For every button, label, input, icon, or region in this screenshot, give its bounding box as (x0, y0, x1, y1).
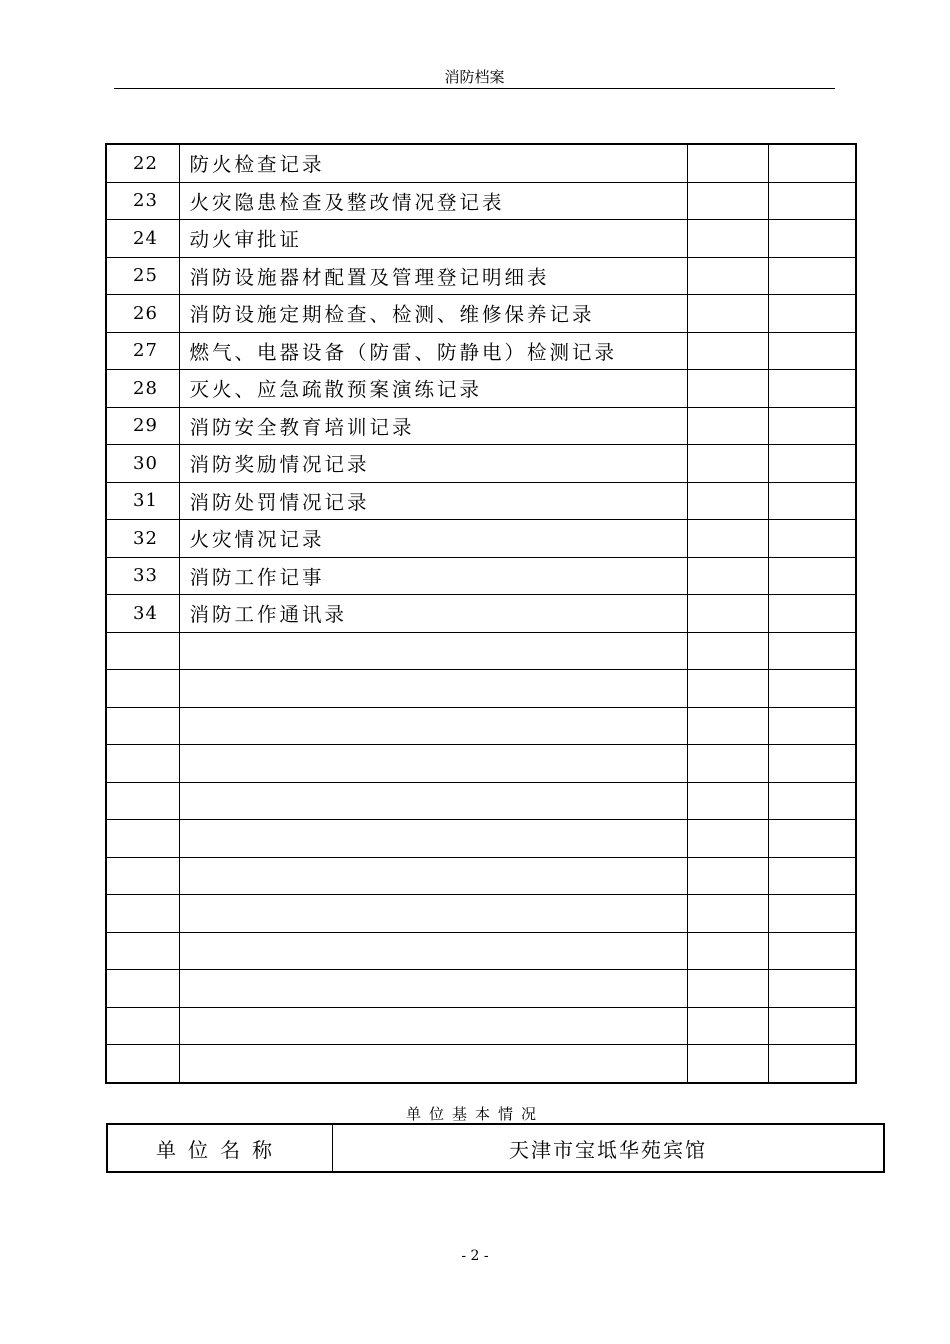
row-cell-4 (768, 557, 856, 595)
row-title: 消防设施器材配置及管理登记明细表 (179, 257, 687, 295)
row-number: 30 (106, 445, 179, 483)
row-cell-3 (687, 557, 768, 595)
row-cell-3 (687, 895, 768, 933)
row-cell-3 (687, 370, 768, 408)
row-number: 34 (106, 595, 179, 633)
unit-name-row (107, 1124, 884, 1172)
row-cell-4 (768, 520, 856, 558)
section-caption: 单位基本情况 (405, 1105, 544, 1123)
table-row (106, 445, 856, 483)
page-number: - 2 - (461, 1248, 489, 1264)
row-number (106, 820, 179, 858)
row-cell-3 (687, 632, 768, 670)
row-number (106, 1007, 179, 1045)
table-row (106, 407, 856, 445)
row-cell-3 (687, 407, 768, 445)
row-title (179, 632, 687, 670)
row-title (179, 857, 687, 895)
table-row (106, 220, 856, 258)
row-title (179, 745, 687, 783)
row-number (106, 745, 179, 783)
row-title: 消防奖励情况记录 (179, 445, 687, 483)
table-row (106, 595, 856, 633)
row-cell-4 (768, 445, 856, 483)
unit-name-label: 单位名称 (107, 1124, 333, 1172)
row-cell-4 (768, 182, 856, 220)
row-title (179, 670, 687, 708)
row-cell-4 (768, 707, 856, 745)
row-cell-3 (687, 707, 768, 745)
row-number (106, 1045, 179, 1083)
row-number: 25 (106, 257, 179, 295)
row-number: 23 (106, 182, 179, 220)
row-cell-4 (768, 820, 856, 858)
row-number (106, 932, 179, 970)
archive-index-body (106, 144, 856, 1083)
row-cell-3 (687, 144, 768, 182)
unit-name-value: 天津市宝坻华苑宾馆 (333, 1124, 885, 1172)
row-number: 27 (106, 332, 179, 370)
row-title (179, 932, 687, 970)
table-row (106, 295, 856, 333)
table-row (106, 632, 856, 670)
row-number (106, 857, 179, 895)
table-row (106, 144, 856, 182)
row-cell-4 (768, 482, 856, 520)
table-row (106, 782, 856, 820)
table-row (106, 932, 856, 970)
row-title: 消防工作记事 (179, 557, 687, 595)
row-cell-4 (768, 970, 856, 1008)
table-row (106, 745, 856, 783)
row-number (106, 970, 179, 1008)
row-cell-4 (768, 370, 856, 408)
row-cell-4 (768, 632, 856, 670)
row-number (106, 632, 179, 670)
row-cell-3 (687, 1007, 768, 1045)
row-title (179, 707, 687, 745)
table-row (106, 370, 856, 408)
row-cell-4 (768, 144, 856, 182)
row-cell-4 (768, 782, 856, 820)
table-row (106, 1007, 856, 1045)
table-row (106, 332, 856, 370)
table-row (106, 895, 856, 933)
row-cell-4 (768, 857, 856, 895)
row-number (106, 707, 179, 745)
row-title (179, 895, 687, 933)
row-cell-3 (687, 820, 768, 858)
row-title: 灭火、应急疏散预案演练记录 (179, 370, 687, 408)
row-title (179, 970, 687, 1008)
row-cell-3 (687, 520, 768, 558)
row-number: 33 (106, 557, 179, 595)
table-row (106, 182, 856, 220)
table-row (106, 482, 856, 520)
row-cell-4 (768, 745, 856, 783)
row-title (179, 1045, 687, 1083)
row-title: 燃气、电器设备（防雷、防静电）检测记录 (179, 332, 687, 370)
row-title: 消防处罚情况记录 (179, 482, 687, 520)
row-cell-4 (768, 1007, 856, 1045)
table-row (106, 820, 856, 858)
row-cell-4 (768, 407, 856, 445)
row-number: 26 (106, 295, 179, 333)
row-cell-3 (687, 482, 768, 520)
row-title: 火灾情况记录 (179, 520, 687, 558)
row-cell-4 (768, 220, 856, 258)
row-number (106, 782, 179, 820)
row-cell-3 (687, 932, 768, 970)
row-cell-3 (687, 595, 768, 633)
table-row (106, 970, 856, 1008)
row-number: 31 (106, 482, 179, 520)
table-row (106, 857, 856, 895)
page-header: 消防档案 (114, 66, 835, 89)
row-cell-4 (768, 295, 856, 333)
row-title: 消防安全教育培训记录 (179, 407, 687, 445)
table-row (106, 1045, 856, 1083)
row-cell-3 (687, 220, 768, 258)
row-number: 32 (106, 520, 179, 558)
row-cell-4 (768, 895, 856, 933)
row-title: 火灾隐患检查及整改情况登记表 (179, 182, 687, 220)
row-cell-4 (768, 1045, 856, 1083)
row-cell-3 (687, 970, 768, 1008)
row-number: 29 (106, 407, 179, 445)
row-cell-4 (768, 932, 856, 970)
row-title: 消防工作通讯录 (179, 595, 687, 633)
table-row (106, 257, 856, 295)
row-number: 28 (106, 370, 179, 408)
row-cell-4 (768, 257, 856, 295)
row-cell-4 (768, 595, 856, 633)
row-number (106, 895, 179, 933)
row-cell-3 (687, 1045, 768, 1083)
row-number (106, 670, 179, 708)
row-title: 防火检查记录 (179, 144, 687, 182)
row-cell-3 (687, 782, 768, 820)
row-title: 动火审批证 (179, 220, 687, 258)
table-row (106, 670, 856, 708)
row-cell-3 (687, 257, 768, 295)
row-number: 24 (106, 220, 179, 258)
row-title: 消防设施定期检查、检测、维修保养记录 (179, 295, 687, 333)
row-title (179, 1007, 687, 1045)
row-cell-3 (687, 332, 768, 370)
table-row (106, 557, 856, 595)
row-cell-4 (768, 670, 856, 708)
row-cell-3 (687, 295, 768, 333)
table-row (106, 520, 856, 558)
row-title (179, 782, 687, 820)
row-title (179, 820, 687, 858)
row-number: 22 (106, 144, 179, 182)
row-cell-3 (687, 182, 768, 220)
unit-info-table (106, 1123, 885, 1173)
table-row (106, 707, 856, 745)
row-cell-3 (687, 745, 768, 783)
archive-index-table (105, 143, 857, 1084)
row-cell-3 (687, 670, 768, 708)
row-cell-3 (687, 857, 768, 895)
row-cell-3 (687, 445, 768, 483)
row-cell-4 (768, 332, 856, 370)
